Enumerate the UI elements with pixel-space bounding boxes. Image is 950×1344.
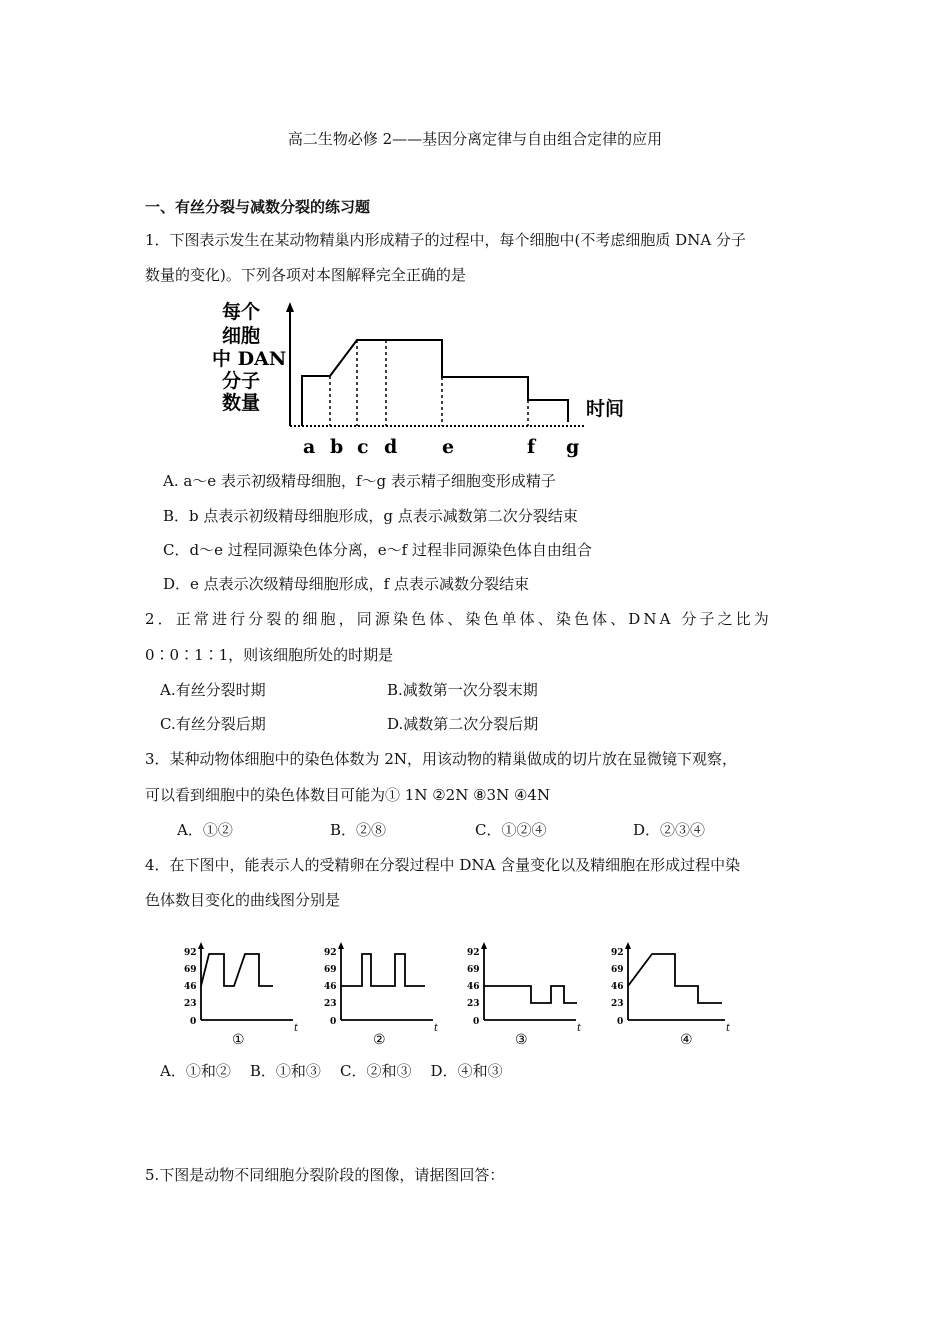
q3-option-a: A．①② (177, 821, 233, 839)
q4-line1: 4．在下图中，能表示人的受精卵在分裂过程中 DNA 含量变化以及精细胞在形成过程中染 (145, 856, 741, 874)
q4-g3-tick-92: 92 (467, 948, 480, 958)
q4-g3-tick-23: 23 (467, 999, 480, 1009)
q4-g3-label: ③ (515, 1032, 528, 1048)
q4-g1-t: t (294, 1023, 299, 1034)
q4-g2-tick-0: 0 (330, 1017, 337, 1027)
q4-g2-label: ② (373, 1032, 386, 1048)
q1-dna-figure (210, 296, 650, 462)
q4-g1-label: ① (232, 1032, 245, 1048)
q4-g2-tick-69: 69 (324, 965, 337, 975)
q1-point-f: f (527, 436, 536, 458)
q4-g4-tick-23: 23 (611, 999, 624, 1009)
q1-ylabel-3: 中 DAN (212, 348, 287, 370)
q3-option-c: C．①②④ (475, 821, 547, 839)
q4-graph-4 (611, 942, 731, 1048)
q1-point-a: a (303, 436, 316, 458)
q4-g3-tick-69: 69 (467, 965, 480, 975)
q3-line2: 可以看到细胞中的染色体数目可能为① 1N ②2N ⑧3N ④4N (145, 786, 551, 804)
q1-option-a: A. a～e 表示初级精母细胞，f～g 表示精子细胞变形成精子 (163, 472, 556, 490)
q4-graph-2 (324, 942, 439, 1048)
q3-line1: 3．某种动物体细胞中的染色体数为 2N，用该动物的精巢做成的切片放在显微镜下观察， (145, 750, 737, 768)
q1-option-d: D．e 点表示次级精母细胞形成，f 点表示减数分裂结束 (163, 575, 529, 593)
q1-ylabel-2: 细胞 (222, 325, 261, 347)
q1-line1: 1．下图表示发生在某动物精巢内形成精子的过程中，每个细胞中(不考虑细胞质 DNA 分子 (145, 231, 746, 249)
q2-line2: 0∶0∶1∶1，则该细胞所处的时期是 (145, 646, 394, 664)
q4-g4-t: t (726, 1023, 731, 1034)
q1-ylabel-1: 每个 (222, 301, 261, 323)
q4-line2: 色体数目变化的曲线图分别是 (145, 891, 341, 909)
q4-g4-tick-92: 92 (611, 948, 624, 958)
q3-option-d: D．②③④ (633, 821, 706, 839)
q4-g1-tick-69: 69 (184, 965, 197, 975)
q2-line1: 2．正常进行分裂的细胞，同源染色体、染色单体、染色体、DNA 分子之比为 (145, 610, 772, 628)
q4-g1-tick-46: 46 (184, 982, 197, 992)
q1-option-b: B．b 点表示初级精母细胞形成，g 点表示减数第二次分裂结束 (163, 507, 578, 525)
q1-point-g: g (566, 436, 580, 458)
q4-g2-tick-46: 46 (324, 982, 337, 992)
q1-point-b: b (330, 436, 344, 458)
q4-g4-tick-0: 0 (617, 1017, 624, 1027)
q4-options: A．①和② B．①和③ C．②和③ D．④和③ (160, 1062, 503, 1080)
q4-g2-t: t (434, 1023, 439, 1034)
q4-g1-tick-0: 0 (190, 1017, 197, 1027)
q1-line2: 数量的变化)。下列各项对本图解释完全正确的是 (145, 266, 466, 284)
q1-ylabel-4: 分子 (222, 370, 261, 392)
q2-option-b: B.减数第一次分裂末期 (387, 681, 538, 699)
section-heading: 一、有丝分裂与减数分裂的练习题 (145, 198, 371, 216)
q4-g3-tick-0: 0 (473, 1017, 480, 1027)
q4-g3-t: t (577, 1023, 582, 1034)
q4-g1-tick-23: 23 (184, 999, 197, 1009)
q4-graph-1 (184, 942, 299, 1048)
q1-point-c: c (357, 436, 369, 458)
page-title: 高二生物必修 2——基因分离定律与自由组合定律的应用 (287, 130, 663, 148)
q1-point-d: d (384, 436, 398, 458)
q1-point-e: e (442, 436, 455, 458)
q2-option-c: C.有丝分裂后期 (160, 715, 266, 733)
q4-g4-tick-46: 46 (611, 982, 624, 992)
q4-g4-label: ④ (680, 1032, 693, 1048)
q4-graphs-figure (170, 938, 740, 1050)
q1-ylabel-5: 数量 (222, 392, 261, 414)
q4-g2-tick-92: 92 (324, 948, 337, 958)
q4-g4-tick-69: 69 (611, 965, 624, 975)
q2-option-d: D.减数第二次分裂后期 (387, 715, 539, 733)
q4-g1-tick-92: 92 (184, 948, 197, 958)
q4-g3-tick-46: 46 (467, 982, 480, 992)
q3-option-b: B．②⑧ (330, 821, 387, 839)
q2-option-a: A.有丝分裂时期 (160, 681, 266, 699)
q4-graph-3 (467, 942, 582, 1048)
q4-g2-tick-23: 23 (324, 999, 337, 1009)
q1-xlabel: 时间 (586, 398, 625, 420)
q1-option-c: C．d～e 过程同源染色体分离，e～f 过程非同源染色体自由组合 (163, 541, 592, 559)
q5-line1: 5.下图是动物不同细胞分裂阶段的图像，请据图回答： (145, 1166, 505, 1184)
